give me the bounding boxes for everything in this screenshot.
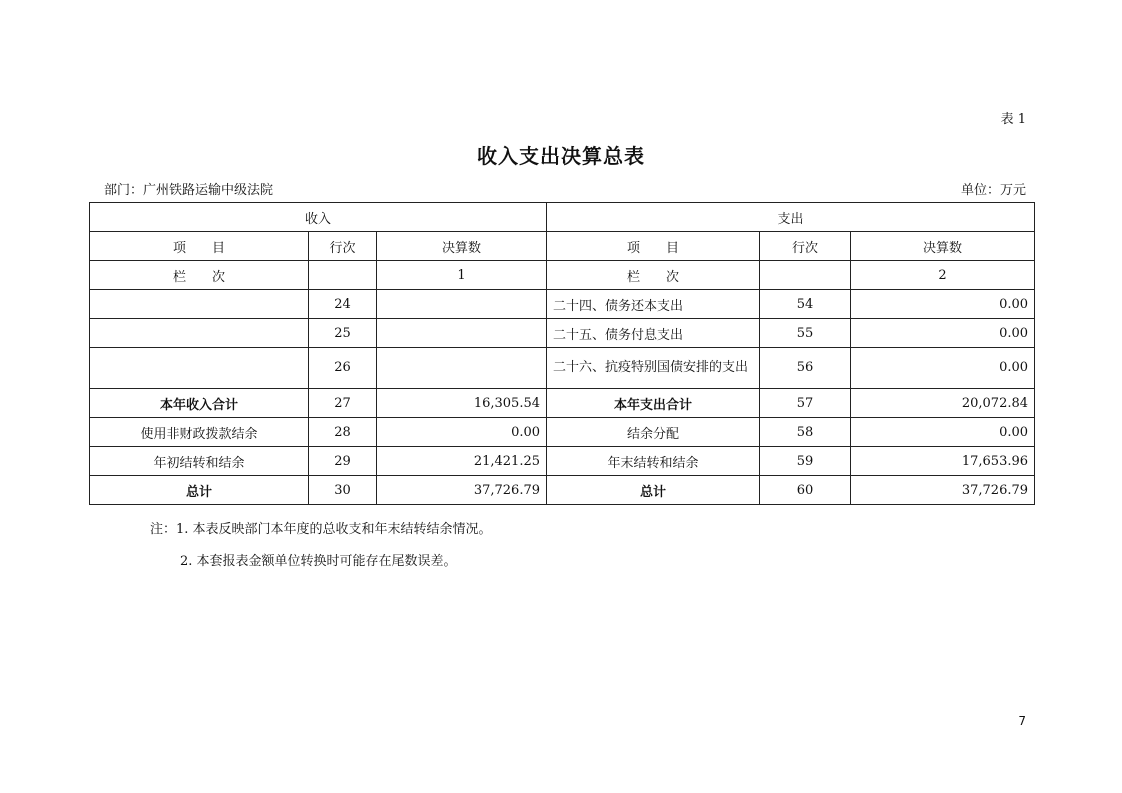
section-header-row: [90, 203, 1035, 232]
income-amount: 0.00: [377, 418, 547, 447]
expense-column-label: 栏 次: [547, 261, 760, 290]
page-number: 7: [1018, 714, 1026, 728]
income-amount: 16,305.54: [377, 389, 547, 418]
page-title: 收入支出决算总表: [477, 144, 645, 168]
expense-amount: 0.00: [851, 319, 1035, 348]
expense-line: 60: [760, 476, 851, 505]
expense-line: 54: [760, 290, 851, 319]
expense-item: 本年支出合计: [547, 389, 760, 418]
income-amount-header: 决算数: [377, 232, 547, 261]
note-2: 2. 本套报表金额单位转换时可能存在尾数误差。: [180, 554, 457, 569]
expense-amount: 17,653.96: [851, 447, 1035, 476]
table-row: [90, 389, 1035, 418]
expense-amount-header: 决算数: [851, 232, 1035, 261]
expense-line: 56: [760, 348, 851, 389]
income-line: 28: [309, 418, 377, 447]
income-amount: [377, 348, 547, 389]
expense-line: 58: [760, 418, 851, 447]
expense-item: 总计: [547, 476, 760, 505]
income-expense-table: [89, 202, 1035, 505]
expense-column-number: 2: [851, 261, 1035, 290]
income-column-label: 栏 次: [90, 261, 309, 290]
income-item: [90, 290, 309, 319]
income-item: 年初结转和结余: [90, 447, 309, 476]
expense-item-header: 项 目: [547, 232, 760, 261]
expense-item: 二十六、抗疫特别国债安排的支出: [547, 348, 760, 389]
expense-amount: 20,072.84: [851, 389, 1035, 418]
table-row: [90, 447, 1035, 476]
income-section-header: 收入: [90, 203, 547, 232]
expense-line-blank: [760, 261, 851, 290]
income-item: 本年收入合计: [90, 389, 309, 418]
expense-amount: 37,726.79: [851, 476, 1035, 505]
income-line: 26: [309, 348, 377, 389]
income-line: 27: [309, 389, 377, 418]
unit-label: 单位：万元: [960, 183, 1026, 198]
income-line: 25: [309, 319, 377, 348]
expense-line-header: 行次: [760, 232, 851, 261]
income-amount: [377, 319, 547, 348]
expense-section-header: 支出: [547, 203, 1035, 232]
income-amount: 21,421.25: [377, 447, 547, 476]
expense-item: 二十四、债务还本支出: [547, 290, 760, 319]
expense-line: 57: [760, 389, 851, 418]
table-row: [90, 476, 1035, 505]
expense-item: 年末结转和结余: [547, 447, 760, 476]
expense-item: 结余分配: [547, 418, 760, 447]
expense-line: 55: [760, 319, 851, 348]
income-line: 29: [309, 447, 377, 476]
table-row: [90, 319, 1035, 348]
expense-item: 二十五、债务付息支出: [547, 319, 760, 348]
income-item: [90, 348, 309, 389]
table-row: [90, 290, 1035, 319]
income-item-header: 项 目: [90, 232, 309, 261]
income-line-header: 行次: [309, 232, 377, 261]
income-item: [90, 319, 309, 348]
column-header-row: [90, 232, 1035, 261]
note-1: 注：1. 本表反映部门本年度的总收支和年末结转结余情况。: [150, 522, 492, 537]
income-amount: [377, 290, 547, 319]
income-line: 30: [309, 476, 377, 505]
income-line: 24: [309, 290, 377, 319]
expense-amount: 0.00: [851, 418, 1035, 447]
expense-line: 59: [760, 447, 851, 476]
income-item: 使用非财政拨款结余: [90, 418, 309, 447]
income-column-number: 1: [377, 261, 547, 290]
income-item: 总计: [90, 476, 309, 505]
table-row: [90, 418, 1035, 447]
column-number-row: [90, 261, 1035, 290]
table-number-label: 表 1: [1000, 112, 1026, 127]
expense-amount: 0.00: [851, 290, 1035, 319]
income-amount: 37,726.79: [377, 476, 547, 505]
expense-amount: 0.00: [851, 348, 1035, 389]
department-label: 部门：广州铁路运输中级法院: [104, 183, 274, 198]
table-row: [90, 348, 1035, 389]
income-line-blank: [309, 261, 377, 290]
